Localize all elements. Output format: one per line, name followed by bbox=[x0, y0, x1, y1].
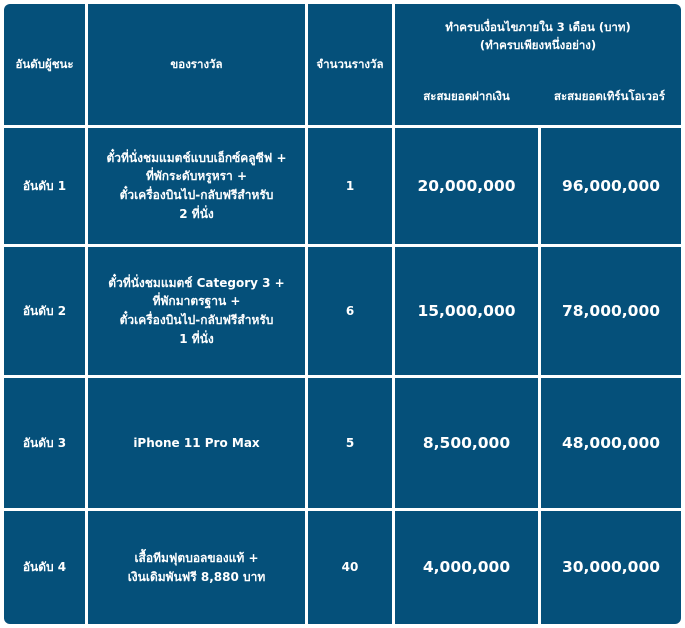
prize-line: 2 ที่นั่ง bbox=[179, 206, 214, 221]
row-3-prize bbox=[88, 378, 305, 508]
row-3-rank: อันดับ 3 bbox=[4, 378, 85, 508]
row-1-rank: อันดับ 1 bbox=[4, 128, 85, 244]
row-1-deposit: 20,000,000 bbox=[395, 128, 538, 244]
row-1-prize bbox=[88, 128, 305, 244]
prize-line: เสื้อทีมฟุตบอลของแท้ + bbox=[134, 550, 259, 565]
row-3-turnover: 48,000,000 bbox=[541, 378, 681, 508]
header-count: จำนวนรางวัล bbox=[308, 4, 392, 125]
prize-line: ตั๋วที่นั่งชมแมตช์ Category 3 + bbox=[108, 275, 285, 290]
row-3-deposit: 8,500,000 bbox=[395, 378, 538, 508]
row-3-count: 5 bbox=[308, 378, 392, 508]
row-4-turnover: 30,000,000 bbox=[541, 511, 681, 624]
row-4-deposit: 4,000,000 bbox=[395, 511, 538, 624]
prize-line: iPhone 11 Pro Max bbox=[133, 435, 260, 450]
prize-table bbox=[4, 4, 681, 624]
row-2-count: 6 bbox=[308, 247, 392, 375]
row-1-count: 1 bbox=[308, 128, 392, 244]
row-2-deposit: 15,000,000 bbox=[395, 247, 538, 375]
row-4-count: 40 bbox=[308, 511, 392, 624]
header-turnover: สะสมยอดเทิร์นโอเวอร์ bbox=[538, 69, 681, 125]
header-condition-line1: ทำครบเงื่อนไขภายใน 3 เดือน (บาท) bbox=[445, 19, 631, 34]
prize-line: ตั๋วเครื่องบินไป-กลับฟรีสำหรับ bbox=[119, 188, 274, 202]
prize-line: 1 ที่นั่ง bbox=[179, 331, 214, 346]
prize-line: ตั๋วเครื่องบินไป-กลับฟรีสำหรับ bbox=[119, 313, 274, 327]
header-condition bbox=[395, 4, 681, 69]
header-condition-line2: (ทำครบเพียงหนึ่งอย่าง) bbox=[479, 37, 597, 52]
row-2-turnover: 78,000,000 bbox=[541, 247, 681, 375]
prize-line: ที่พักระดับหรูหรา + bbox=[145, 169, 248, 184]
prize-line: ที่พักมาตรฐาน + bbox=[152, 294, 241, 309]
header-rank: อันดับผู้ชนะ bbox=[4, 4, 85, 125]
row-4-prize bbox=[88, 511, 305, 624]
prize-line: ตั๋วที่นั่งชมแมตช์แบบเอ็กซ์คลูซีฟ + bbox=[106, 150, 287, 165]
row-2-prize bbox=[88, 247, 305, 375]
row-2-rank: อันดับ 2 bbox=[4, 247, 85, 375]
row-1-turnover: 96,000,000 bbox=[541, 128, 681, 244]
header-deposit: สะสมยอดฝากเงิน bbox=[395, 69, 538, 125]
header-prize: ของรางวัล bbox=[88, 4, 305, 125]
prize-line: เงินเดิมพันฟรี 8,880 บาท bbox=[127, 569, 266, 584]
row-4-rank: อันดับ 4 bbox=[4, 511, 85, 624]
